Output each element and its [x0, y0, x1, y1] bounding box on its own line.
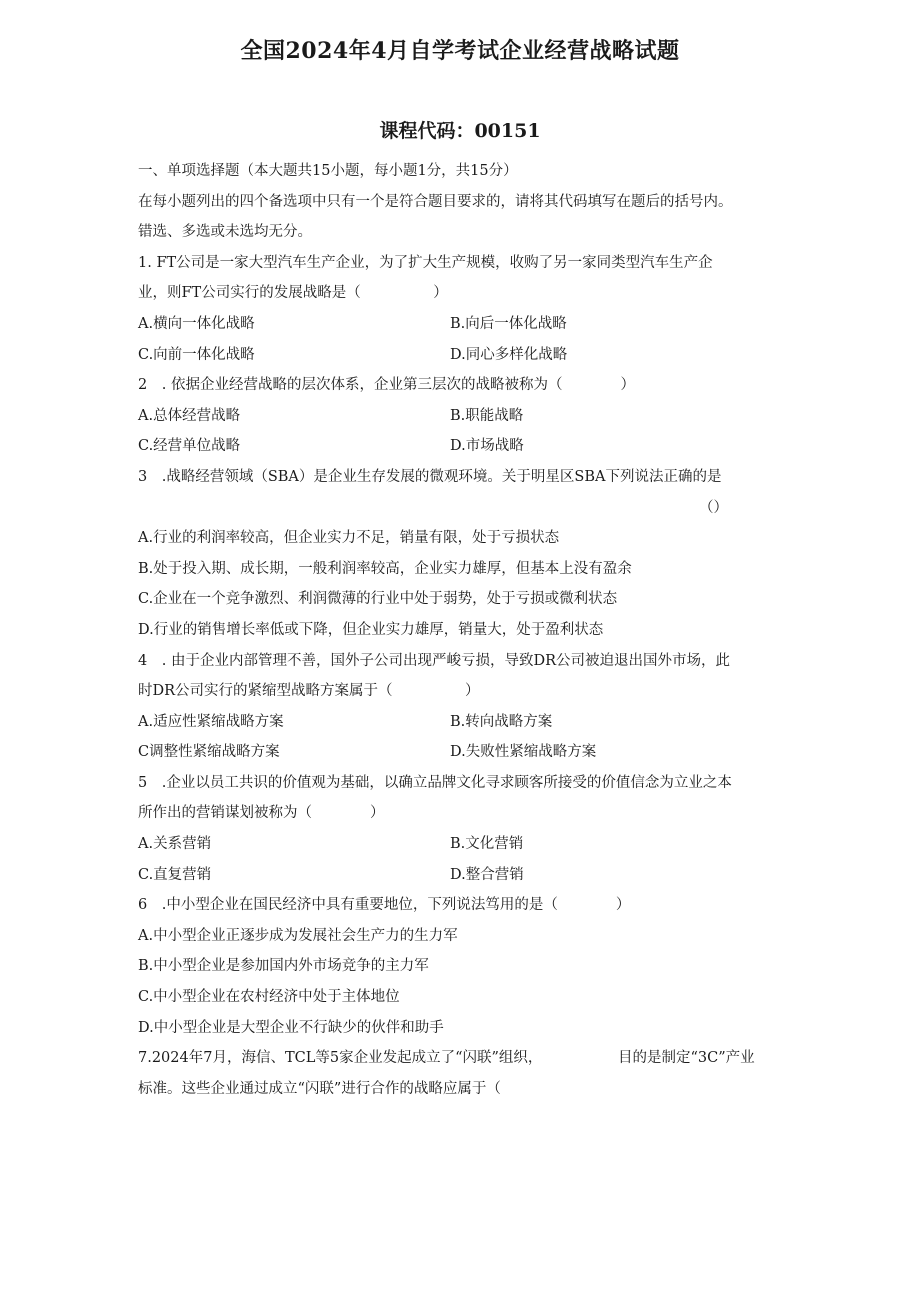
- option-b: B.处于投入期、成长期，一般利润率较高，企业实力雄厚，但基本上没有盈余: [138, 560, 632, 577]
- question-1-text: 1. FT公司是一家大型汽车生产企业，为了扩大生产规模，收购了另一家同类型汽车生产企: [138, 254, 713, 271]
- question-5-text: 所作出的营销谋划被称为（ ）: [138, 805, 385, 822]
- option-c: C.经营单位战略: [138, 438, 241, 455]
- option-b: B.转向战略方案: [450, 713, 553, 730]
- question-3-text: 3 .战略经营领域（SBA）是企业生存发展的微观环境。关于明星区SBA下列说法正确的是: [138, 468, 722, 485]
- course-code: 课程代码：00151: [379, 120, 541, 142]
- question-5-options-row: [138, 829, 778, 860]
- question-1-options-row: [138, 340, 778, 371]
- question-2-options-row: [138, 401, 778, 432]
- exam-body: [138, 156, 778, 1104]
- page-title: 全国2024年4月自学考试企业经营战略试题: [240, 38, 680, 64]
- option-d: D.市场战略: [450, 438, 524, 455]
- option-a: A.横向一体化战略: [138, 315, 255, 332]
- option-c: C.企业在一个竞争激烈、利润微薄的行业中处于弱势，处于亏损或微利状态: [138, 591, 618, 608]
- question-1-text: 业，则FT公司实行的发展战略是（ ）: [138, 285, 448, 302]
- option-d: D.失败性紧缩战略方案: [450, 744, 597, 761]
- question-4-options-row: [138, 737, 778, 768]
- question-6-text: 6 .中小型企业在国民经济中具有重要地位，下列说法笃用的是（ ）: [138, 897, 631, 914]
- option-c: C.中小型企业在农村经济中处于主体地位: [138, 989, 400, 1006]
- option-a: A.总体经营战略: [138, 407, 241, 424]
- option-b: B.职能战略: [450, 407, 524, 424]
- option-a: A.行业的利润率较高，但企业实力不足，销量有限，处于亏损状态: [138, 530, 560, 547]
- option-a: A.中小型企业正逐步成为发展社会生产力的生力军: [138, 927, 458, 944]
- answer-paren: （）: [699, 499, 728, 516]
- question-5-text: 5 .企业以员工共识的价值观为基础，以确立品牌文化寻求顾客所接受的价值信念为立业之本: [138, 774, 732, 791]
- question-2-text: 2 . 依据企业经营战略的层次体系，企业第三层次的战略被称为（ ）: [138, 377, 635, 394]
- instruction-line: 错选、多选或未选均无分。: [138, 224, 312, 241]
- option-d: D.同心多样化战略: [450, 346, 568, 363]
- option-c: C调整性紧缩战略方案: [138, 744, 280, 761]
- option-a: A.适应性紧缩战略方案: [138, 713, 284, 730]
- option-d: D.行业的销售增长率低或下降，但企业实力雄厚，销量大，处于盈利状态: [138, 621, 604, 638]
- option-a: A.关系营销: [138, 836, 212, 853]
- option-c: C.直复营销: [138, 866, 212, 883]
- question-7-text-left: 7.2024年7月，海信、TCL等5家企业发起成立了“闪联”组织，: [138, 1050, 543, 1067]
- question-7-text: 标准。这些企业通过成立“闪联”进行合作的战略应属于（: [138, 1080, 501, 1097]
- option-b: B.文化营销: [450, 836, 524, 853]
- question-4-options-row: [138, 707, 778, 738]
- question-7-text: [138, 1043, 778, 1074]
- question-7-text-right: 目的是制定“3C”产业: [618, 1050, 755, 1067]
- question-2-options-row: [138, 431, 778, 462]
- section-heading: 一、单项选择题（本大题共15小题，每小题1分，共15分）: [138, 163, 518, 179]
- question-4-text: 4 . 由于企业内部管理不善，国外子公司出现严峻亏损，导致DR公司被迫退出国外市场，此: [138, 652, 730, 669]
- instruction-line: 在每小题列出的四个备选项中只有一个是符合题目要求的，请将其代码填写在题后的括号内。: [138, 193, 733, 210]
- question-1-options-row: [138, 309, 778, 340]
- question-5-options-row: [138, 860, 778, 891]
- question-4-text: 时DR公司实行的紧缩型战略方案属于（ ）: [138, 683, 480, 700]
- option-b: B.向后一体化战略: [450, 315, 567, 332]
- option-d: D.中小型企业是大型企业不行缺少的伙伴和助手: [138, 1019, 444, 1036]
- option-b: B.中小型企业是参加国内外市场竞争的主力军: [138, 958, 429, 975]
- option-c: C.向前一体化战略: [138, 346, 255, 363]
- option-d: D.整合营销: [450, 866, 524, 883]
